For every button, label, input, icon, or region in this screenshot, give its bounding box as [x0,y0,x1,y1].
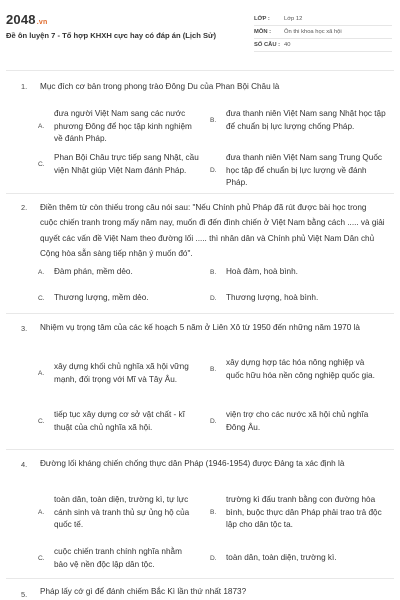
question-number: 2. [21,203,28,212]
option-text: viện trợ cho các nước xã hội chủ nghĩa Đông Âu. [226,410,369,432]
option-b[interactable] [210,108,390,133]
option-label: B. [210,509,217,517]
question-text: Nhiệm vụ trọng tâm của các kế hoạch 5 năm ở Liên Xô từ 1950 đến những năm 1970 là [40,323,360,332]
option-text: đưa thanh niên Việt Nam sang Nhật học tập để chuẩn bị lực lượng chống Pháp. [226,109,386,131]
logo-text: 2048 [6,12,36,27]
question-divider [6,313,394,314]
option-d[interactable] [210,292,390,305]
header-divider [6,70,394,71]
option-c[interactable] [38,546,218,571]
meta-row-class [254,13,392,26]
option-text: đưa thanh niên Việt Nam sang Trung Quốc học tập để chuẩn bị lực lượng về đánh Pháp. [226,153,382,188]
option-label: D. [210,554,217,562]
option-text: toàn dân, toàn diện, trường kì, tự lực cánh sinh và tranh thủ sự ủng hộ của quốc tế. [54,495,190,530]
meta-value: Lớp 12 [284,16,303,22]
option-b[interactable] [210,357,390,382]
question-number: 5. [21,590,28,599]
question-number: 4. [21,460,28,469]
option-text: đưa người Việt Nam sang các nước phương Đông để học tập kinh nghiệm về đánh Pháp. [54,109,192,144]
option-label: A. [38,123,45,131]
document-title: Đề ôn luyện 7 - Tổ hợp KHXH cực hay có đáp án (Lịch Sử) [6,31,217,40]
option-text: xây dựng hợp tác hóa nông nghiệp và quốc hữu hóa nền công nghiệp quốc gia. [226,358,375,380]
logo-suffix: .vn [36,19,48,26]
option-text: tiếp tục xây dựng cơ sở vật chất - kĩ thuật của chủ nghĩa xã hội. [54,410,185,432]
option-label: C. [38,294,45,302]
page-header [0,0,400,58]
option-d[interactable] [210,552,390,565]
option-label: C. [38,555,45,563]
option-label: B. [210,117,217,125]
meta-row-count [254,39,392,52]
option-label: D. [210,294,217,302]
question-text: Mục đích cơ bản trong phong trào Đông Du của Phan Bội Châu là [40,82,280,91]
document-meta [254,13,392,52]
option-c[interactable] [38,152,218,177]
meta-key: MÔN : [254,29,272,35]
question-text: Đường lối kháng chiến chống thực dân Pháp (1946-1954) được Đảng ta xác định là [40,459,345,468]
option-text: toàn dân, toàn diện, trường kì. [226,553,337,562]
option-label: B. [210,268,217,276]
option-a[interactable] [38,266,218,279]
option-d[interactable] [210,409,390,434]
option-text: Thương lượng, mềm dẻo. [54,293,149,302]
option-a[interactable] [38,494,218,532]
option-label: D. [210,167,217,175]
option-text: Hoà đàm, hoà bình. [226,267,298,276]
option-a[interactable] [38,108,218,146]
meta-key: LỚP : [254,16,270,22]
question-divider [6,578,394,579]
option-label: A. [38,268,45,276]
question-number: 1. [21,82,28,91]
meta-value: 40 [284,42,291,48]
option-a[interactable] [38,361,218,386]
option-label: A. [38,370,45,378]
option-label: C. [38,161,45,169]
option-text: cuộc chiến tranh chính nghĩa nhằm bảo vệ nền độc lập dân tộc. [54,547,182,569]
option-c[interactable] [38,292,218,305]
option-b[interactable] [210,266,390,279]
question-text: Pháp lấy cớ gì để đánh chiếm Bắc Kì lần thứ nhất 1873? [40,587,247,596]
meta-key: SỐ CÂU : [254,42,281,48]
option-label: D. [210,418,217,426]
option-text: Thương lượng, hoà bình. [226,293,319,302]
option-text: Đàm phán, mềm dẻo. [54,267,133,276]
question-divider [6,193,394,194]
option-b[interactable] [210,494,390,532]
question-number: 3. [21,324,28,333]
option-d[interactable] [210,152,390,190]
option-label: C. [38,418,45,426]
option-text: xây dựng khối chủ nghĩa xã hội vững mạnh, đối trọng với Mĩ và Tây Âu. [54,362,189,384]
site-logo[interactable] [6,12,47,27]
option-label: A. [38,509,45,517]
option-c[interactable] [38,409,218,434]
question-text: Điền thêm từ còn thiếu trong câu nói sau: "Nếu Chính phủ Pháp đã rút được bài học trong cuộc chiến tranh trong mấy năm nay, muốn đi đến đình chiến ở Việt Nam bằng cách ..... và giải quyết các vấn đề Việt Nam theo đường lối ..... thì nhân dân và Chính phủ Việt Nam Dân chủ Cộng hòa sẵn sàng tiếp nhận ý muốn đó". [40,203,385,259]
question-divider [6,449,394,450]
option-text: Phan Bội Châu trực tiếp sang Nhật, cầu viện Nhật giúp Việt Nam đánh Pháp. [54,153,199,175]
option-label: B. [210,366,217,374]
option-text: trường kì đấu tranh bằng con đường hòa bình, buộc thực dân Pháp phải trao trả độc lập cho dân tộc ta. [226,495,382,530]
meta-value: Ôn thi khoa học xã hội [284,29,342,35]
meta-row-subject [254,26,392,39]
